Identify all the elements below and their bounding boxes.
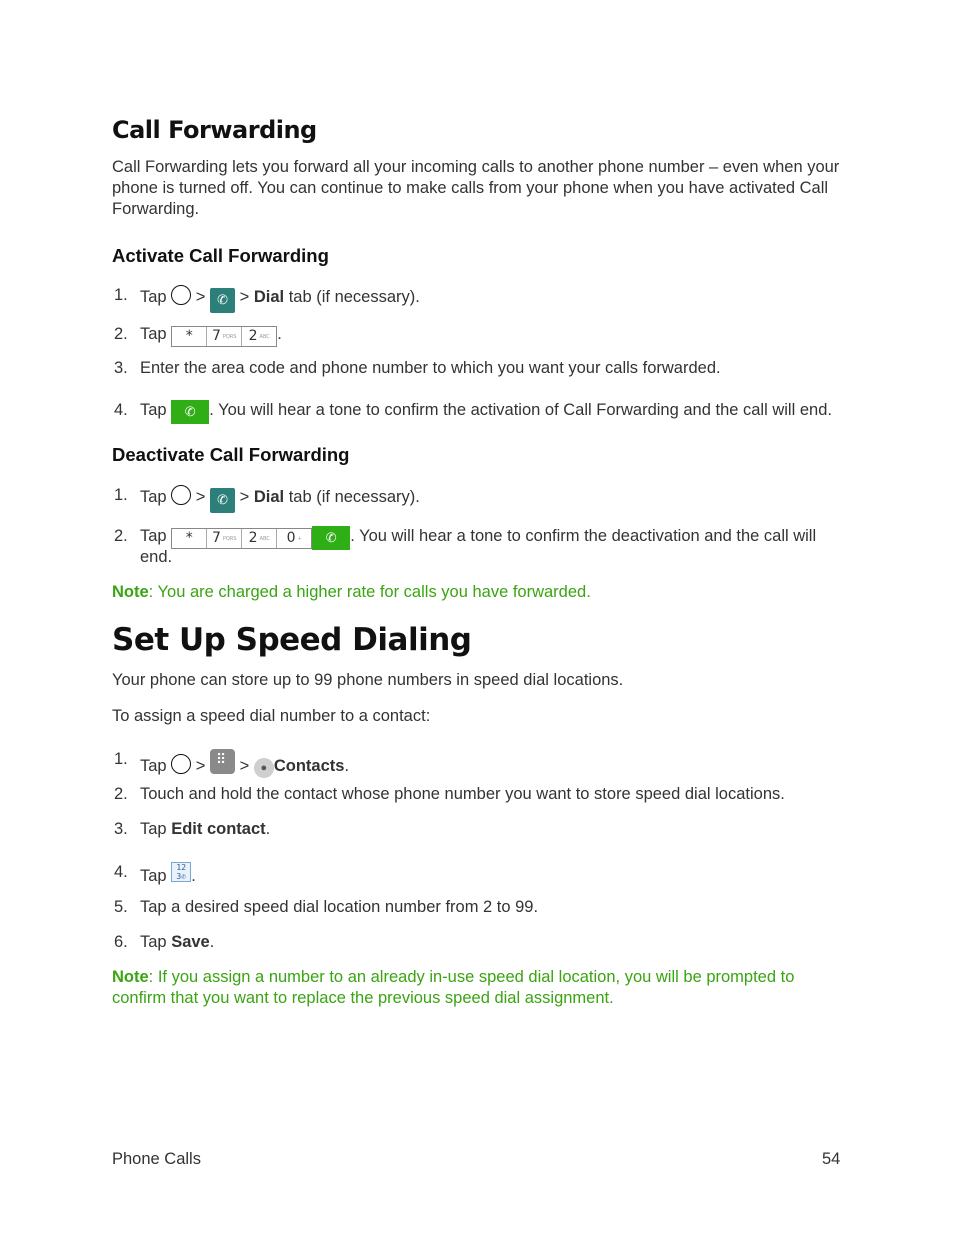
- section-title-speed-dialing: Set Up Speed Dialing: [112, 622, 472, 658]
- call-button-icon[interactable]: ✆: [171, 400, 209, 424]
- apps-icon[interactable]: [210, 749, 235, 774]
- key-0[interactable]: 0 +: [286, 530, 302, 546]
- phone-app-icon[interactable]: ✆: [210, 288, 235, 313]
- speed-dial-intro: Your phone can store up to 99 phone numbers in speed dial locations.: [112, 671, 624, 689]
- footer-section-name: Phone Calls: [112, 1150, 201, 1168]
- contacts-icon[interactable]: ●: [254, 758, 274, 778]
- speed-dial-instruction: To assign a speed dial number to a contact:: [112, 707, 431, 725]
- activate-heading: Activate Call Forwarding: [112, 245, 329, 266]
- footer-page-number: 54: [822, 1150, 841, 1168]
- key-2[interactable]: 2 ABC: [248, 328, 270, 344]
- call-button-icon[interactable]: ✆: [312, 526, 350, 550]
- dial-keys: [171, 528, 312, 549]
- note-speed-dial: Note: If you assign a number to an already in-use speed dial location, you will be prompted to confirm that you want to replace the previous speed dial assignment.: [112, 968, 795, 1007]
- dial-keys: [171, 326, 277, 347]
- home-circle-icon[interactable]: [171, 285, 191, 305]
- deactivate-heading: Deactivate Call Forwarding: [112, 444, 350, 465]
- speed-dial-icon[interactable]: 12 3✆: [171, 862, 191, 882]
- home-circle-icon[interactable]: [171, 754, 191, 774]
- key-7[interactable]: 7 PQRS: [207, 529, 242, 548]
- call-forwarding-intro: Call Forwarding lets you forward all your incoming calls to another phone number – even when your phone is turned off. You can continue to make calls from your phone when you have activated Call Forwarding.: [112, 158, 840, 218]
- key-7[interactable]: 7 PQRS: [207, 327, 242, 346]
- home-circle-icon[interactable]: [171, 485, 191, 505]
- key-2[interactable]: 2 ABC: [242, 529, 277, 548]
- key-star[interactable]: *: [172, 327, 207, 346]
- section-title-call-forwarding: Call Forwarding: [112, 116, 317, 144]
- key-star[interactable]: *: [172, 529, 207, 548]
- note-call-forwarding: Note: You are charged a higher rate for calls you have forwarded.: [112, 583, 591, 601]
- phone-app-icon[interactable]: ✆: [210, 488, 235, 513]
